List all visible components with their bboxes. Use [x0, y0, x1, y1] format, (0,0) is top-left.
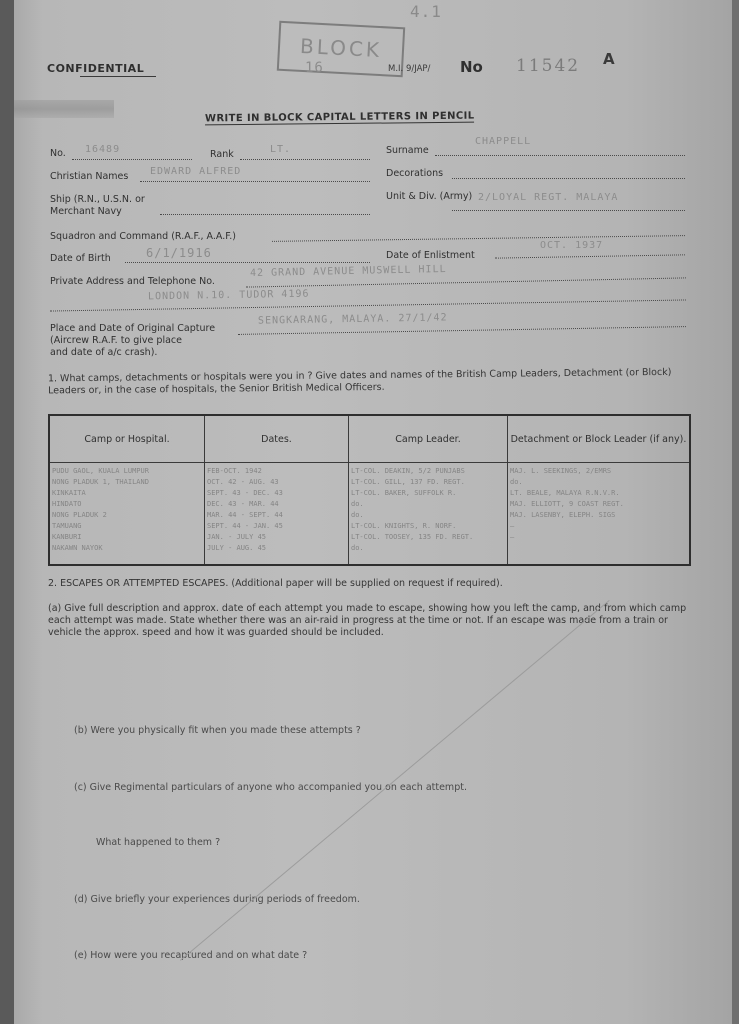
decorations-line [452, 178, 685, 179]
no-line [72, 159, 192, 160]
top-initials: 4.1 [410, 2, 442, 21]
rank-value: LT. [270, 144, 292, 155]
address-value-2: LONDON N.10. TUDOR 4196 [147, 288, 310, 303]
rank-label: Rank [210, 149, 234, 160]
enlistment-label: Date of Enlistment [386, 250, 475, 261]
no-value: 16489 [85, 144, 121, 155]
paper-crease [14, 100, 114, 118]
camp-leader-cell: LT-COL. DEAKIN, 5/2 PUNJABS LT-COL. GILL, 137 FD. REGT. LT-COL. BAKER, SUFFOLK R. do. do. LT-COL. KNIGHTS, R. NORF. LT-COL. TOOSEY, 135 FD. REGT. do. [349, 463, 508, 566]
col-dates: Dates. [205, 415, 349, 463]
capture-label-1: Place and Date of Original Capture [50, 323, 216, 334]
section1-question: 1. What camps, detachments or hospitals were you in ? Give dates and names of the British Camp Leaders, Detachment (or Block) Leaders or, in the case of hospitals, the Senior British Medical Officers. [47, 366, 672, 397]
dob-line [125, 262, 370, 263]
christian-names-value: EDWARD ALFRED [150, 166, 242, 177]
confidential-label: CONFIDENTIAL [47, 62, 145, 75]
section2-question-e: (e) How were you recaptured and on what date ? [74, 950, 308, 961]
form-suffix: A [603, 50, 615, 68]
section2-question-d: (d) Give briefly your experiences during periods of freedom. [74, 894, 360, 905]
address-value-1: 42 GRAND AVENUE MUSWELL HILL [249, 263, 447, 280]
unit-value: 2/LOYAL REGT. MALAYA [478, 192, 619, 203]
unit-line [452, 210, 685, 211]
camps-table [48, 414, 691, 566]
ship-line [160, 214, 370, 215]
ship-label: Ship (R.N., U.S.N. or Merchant Navy [50, 194, 145, 217]
squadron-label: Squadron and Command (R.A.F., A.A.F.) [50, 231, 236, 242]
section2-question-b: (b) Were you physically fit when you made these attempts ? [74, 725, 361, 736]
enlistment-value: OCT. 1937 [540, 240, 604, 251]
surname-label: Surname [386, 145, 429, 156]
christian-names-label: Christian Names [50, 171, 129, 182]
form-code: M.I. 9/JAP/ [388, 64, 431, 74]
camp-cell: PUDU GAOL, KUALA LUMPUR NONG PLADUK 1, THAILAND KINKAITA HINDATO NONG PLADUK 2 TAMUANG KANBURI NAKAWN NAYOK [49, 463, 205, 566]
decorations-label: Decorations [386, 168, 444, 179]
capture-value: SENGKARANG, MALAYA. 27/1/42 [257, 312, 448, 327]
camps-table-header [49, 415, 690, 463]
surname-line [435, 155, 685, 156]
christian-line [140, 181, 370, 182]
unit-label: Unit & Div. (Army) [386, 191, 473, 202]
block-stamp: BLOCK [277, 21, 405, 78]
rank-line [240, 159, 370, 160]
capture-label-2: (Aircrew R.A.F. to give place [50, 335, 182, 346]
dob-label: Date of Birth [50, 253, 111, 264]
col-camp-or-hospital: Camp or Hospital. [49, 415, 205, 463]
form-number: 11542 [516, 56, 581, 76]
table-row [49, 463, 690, 566]
number-prefix: No [460, 58, 483, 76]
col-detachment-leader: Detachment or Block Leader (if any). [508, 415, 691, 463]
address-label: Private Address and Telephone No. [50, 276, 215, 287]
section2-question-c: (c) Give Regimental particulars of anyone who accompanied you on each attempt. [74, 782, 467, 793]
dates-cell: FEB-OCT. 1942 OCT. 42 - AUG. 43 SEPT. 43 - DEC. 43 DEC. 43 - MAR. 44 MAR. 44 - SEPT. 44 SEPT. 44 - JAN. 45 JAN. - JULY 45 JULY - AUG. 45 [205, 463, 349, 566]
dob-value: 6/1/1916 [146, 246, 212, 260]
no-label: No. [50, 148, 66, 159]
detachment-leader-cell: MAJ. L. SEEKINGS, 2/EMRS do. LT. BEALE, MALAYA R.N.V.R. MAJ. ELLIOTT, 9 COAST REGT. MAJ. LASENBY, ELEPH. SIGS — — [508, 463, 691, 566]
instruction-heading: WRITE IN BLOCK CAPITAL LETTERS IN PENCIL [204, 110, 475, 125]
capture-label-3: and date of a/c crash). [50, 347, 158, 358]
stamp-handwritten-number: 16 [305, 60, 324, 76]
surname-value: CHAPPELL [475, 136, 532, 147]
col-camp-leader: Camp Leader. [349, 415, 508, 463]
section2-question-c-followup: What happened to them ? [96, 837, 221, 848]
section2-title: 2. ESCAPES OR ATTEMPTED ESCAPES. (Additional paper will be supplied on request if required). [48, 578, 503, 589]
confidential-underline [80, 76, 156, 77]
section2-question-a: (a) Give full description and approx. date of each attempt you made to escape, showing how you left the camp, and from which camp each attempt was made. State whether there was an air-raid in progress at the time or not. If an escape was made from a train or vehicle the approx. speed and how it was guarded should be included. [48, 603, 687, 638]
